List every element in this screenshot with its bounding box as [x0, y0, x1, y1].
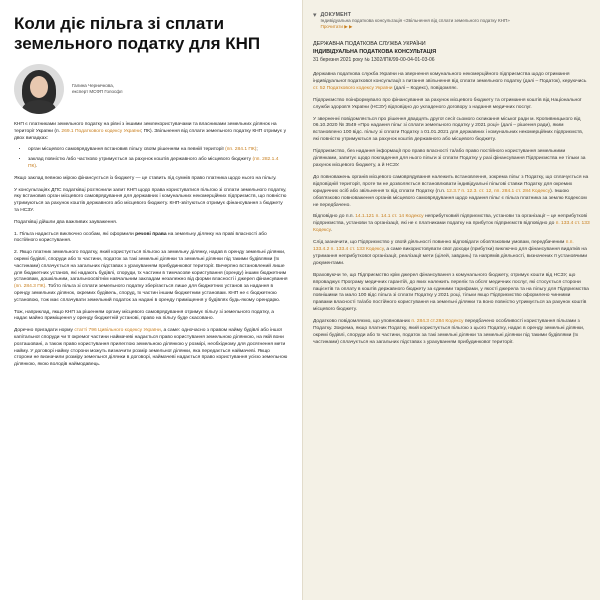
chevron-down-icon[interactable]: ▾ — [313, 12, 317, 19]
document-paragraph: До повноважень органів місцевого самоврядування належить встановлення, зокрема пільг з Податку, що сплачується на відповідній території, проте їм не дозволяється встановлювати індивідуальні пільгові ставки Податку для окремих юридичних осіб або звільнення їх від сплати Податку (п.п. 12.3.7 п. 12.3. ст. 12, пп. 284.1 ст. 284 Кодексу). Іншою обов'язково повноваження органів місцевого самоврядування щодо надання пільг є пільга платника за землю Кодексом не передбачено. — [313, 174, 589, 208]
article-paragraph: Податківці дійшли два важливих зауваження. — [14, 219, 118, 225]
document-number: 31 березня 2021 року № 1302/ІПК/99-00-04-01-03-06 — [313, 57, 435, 63]
author-role: експерт МСФП Голосфл — [72, 89, 123, 94]
avatar — [14, 64, 64, 114]
author-name: Галина Черничкова, — [72, 83, 115, 88]
article-paragraph: Якщо заклад певною мірою фінансується із бюджету — це ставить під сумнів право платника щодо нього на пільгу. — [14, 175, 277, 181]
article-intro: КНП є платниками земельного податку на рівні з іншими землекористувачами та власниками земельних ділянок на території України (п. 269.1 Податкового кодексу України; ПК). Звільнення від сплати земельного податку КНП отримує у двох випадках: — [14, 122, 287, 141]
document-paragraph: Додатково повідомляємо, що уповнованих п. 284.3 ст.284 Кодексу передбачено особливості користування пільгами з Податку. Зокрема, якщо платник Податку, який користується пільгою з цього Податку, надає в оренду земельні ділянки, окремі будівлі, споруди або їх частини, податок за такі земельні ділянки та земельні ділянки під такими будівлями (їх частинами) сплачується на загальних підставах з урахуванням прибудинкової території. — [313, 319, 585, 345]
article-title: Коли діє пільга зі сплати земельного податку для КНП — [14, 14, 261, 53]
document-header[interactable] — [313, 12, 590, 30]
document-label: ДОКУМЕНТ — [320, 12, 352, 18]
document-paragraph: Підприємство поінформувало про фінансування за рахунок місцевого бюджету та отримання коштів від Національної служби здоров'я України (НСЗУ) відповідно до укладеного договору з надання медичних послуг. — [313, 97, 582, 110]
document-subtitle: Індивідуальна податкова консультація «Звільнення від сплати земельного податку КНП» — [320, 18, 510, 23]
document-paragraph: Слід зазначити, що Підприємство у своїй діяльності повинно відповідати обов'язковим умовам, передбаченим п.п. 133.4.2 п. 133.4 ст. 133 Кодексу, а саме використовувати свої доходи (прибутки) виключно для фінансування видатків на утримання неприбуткової організації, реалізації мети (цілей, завдань) та напрямів діяльності, визначених її установчими документами. — [313, 240, 588, 266]
author-block — [14, 64, 288, 114]
article-paragraph: У консультаціях ДПС податківці роз'яснили запит КНП щодо права користуватися пільгою зі сплати земельного податку, яку встановив орган місцевого самоврядування для державних і комунальних некомерційних підприємств, що повністю утримуються за рахунок коштів державного або місцевого бюджету. КНП-звітуються отримує фінансування з бюджету та НСЗУ. — [14, 187, 287, 213]
exemption-list — [14, 147, 288, 170]
document-authority: ДЕРЖАВНА ПОДАТКОВА СЛУЖБА УКРАЇНИ — [313, 41, 426, 47]
document-panel — [302, 0, 600, 600]
list-item: • заклад повністю /або частково утримується за рахунок коштів державного або місцевого бюджету (пп. 282.1.4 ПК). — [28, 157, 288, 171]
tax-code-link[interactable]: 269.1 Податкового кодексу України — [61, 128, 141, 134]
list-item: • орган місцевого самоврядування встановив пільгу своїм рішенням на певній території (пп. 284.1 ПК); — [28, 147, 288, 154]
article-paragraph: 1. Пільга надається виключно особам, які оформили речові права на земельну ділянку на праві власності або постійного користування. — [14, 231, 267, 244]
document-paragraph: Відповідно до п.п. 14.1.121 п. 14.1 ст. 14 Кодексу неприбутковий підприємства, установи та організації – це неприбуткові підприємства, установи та організації, які не є платниками податку на прибуток підприємств відповідно до п. 133.4 ст. 133 Кодексу. — [313, 214, 590, 234]
document-paragraph: Враховуючи те, що Підприємство крім джерел фінансування з комунального бюджету, отримує кошти від НСЗУ, що впроваджує Програму медичних гарантій, до яких належить перелік та обсяг медичних послуг, які стосується сторони пацієнтів та оплату в коштів державного бюджету за єдиними тарифами, у якості джерела та на пільгу для Підприємства повнішими та мало 100 відс пільга зі сплати Податку у 2021 році, тільки якщо Підприємство оформлено чинними правами власності та/або постійного користування на земельні ділянки та воно повністю утримується за рахунок коштів місцевого бюджету. — [313, 272, 589, 313]
document-paragraph: Державна податкова служба України на звернення комунального некомерційного підприємства щодо отримання індивідуальної податкової консультації з питання звільнення від сплати земельного податку (далі – Податок), керуючись ст. 52 Податкового кодексу України (далі – Кодекс), повідомляє. — [313, 72, 587, 91]
document-type: ІНДИВІДУАЛЬНА ПОДАТКОВА КОНСУЛЬТАЦІЯ — [313, 49, 437, 55]
civil-code-link[interactable]: статті 796 Цивільного кодексу України — [74, 328, 161, 334]
article-paragraph: Доречно пригадати норму статті 796 Цивільного кодексу України, а саме: одночасно з правом найму будівлі або іншої капітальної споруди чи її окремої частини наймачеві надається право користування земельною ділянкою, на якій вони розташовані, а також право користування прилеглою земельною ділянкою у розмірі, необхідному для досягнення мети найму. У договорі найму сторони можуть визначити розмір земельної ділянки, яка передається наймачеві. Якщо сторони не визначили розміру земельної ділянки в договорі, наймачеві надається право користування усією земельною ділянкою, якою володів наймодавець. — [14, 328, 288, 368]
article-paragraph: 2. Якщо платник земельного податку, який користується пільгою за земельну ділянку, надав в оренду земельні ділянки, окремі будівлі, споруди або їх частини, податок за такі земельні ділянки та земельні ділянки під такими будівлями (їх частинами) сплачується на загальних підставах з урахуванням прибудинкової території. Вичерпно встановлений лише для бюджетних установ, які надають будівлі, споруди, їх частини в тимчасове користування (оренду) іншим бюджетним установам, дошкільним, загальноосвітнім навчальним закладам незалежно від форми власності і джерел фінансування (пп. 284.3 ПК). Тобто пільга зі сплати земельного податку зберігається лише для бюджетних установ за надання в оренду земельних ділянок, окремих будівель, споруд, їх частин іншим бюджетним установам. КНП не є бюджетною установою, тож має сплачувати земельний податок за надані в оренду приміщення у будівлях будь-якому орендарю. — [14, 250, 288, 303]
document-paragraph: Підприємство, без надання інформації про право власності та/або право постійного користування земельними ділянками, запитує щодо покладення для нього пільги зі сплати Податку у разі фінансування Підприємства не тільки за рахунок місцевого бюджету, а й НСЗУ. — [313, 149, 586, 168]
document-paragraph: У зверненні повідомляється про рішення двадцять другої сесії сьомого скликання міської ради м. Кропивницького від 06.10.2020 № 3549 «Про надання пільг зі сплати земельного податку у 2021 році» (далі – рішення ради), яким встановлено 100 відс. пільгу зі сплати Податку з 01.01.2021 для державних і комунальних некомерційних підприємств, які повністю утримуються за рахунок коштів державного або місцевого бюджету. — [313, 116, 584, 143]
article-paragraph: Тож, наприклад, якщо КНП за рішенням органу місцевого самоврядування отримує пільгу зі земельного податку, а надає майно приміщення у оренду бюджетній установі, право на пільгу буде скасовано. — [14, 309, 274, 322]
read-link[interactable]: Прочитати ▶ ▶ — [320, 24, 353, 29]
